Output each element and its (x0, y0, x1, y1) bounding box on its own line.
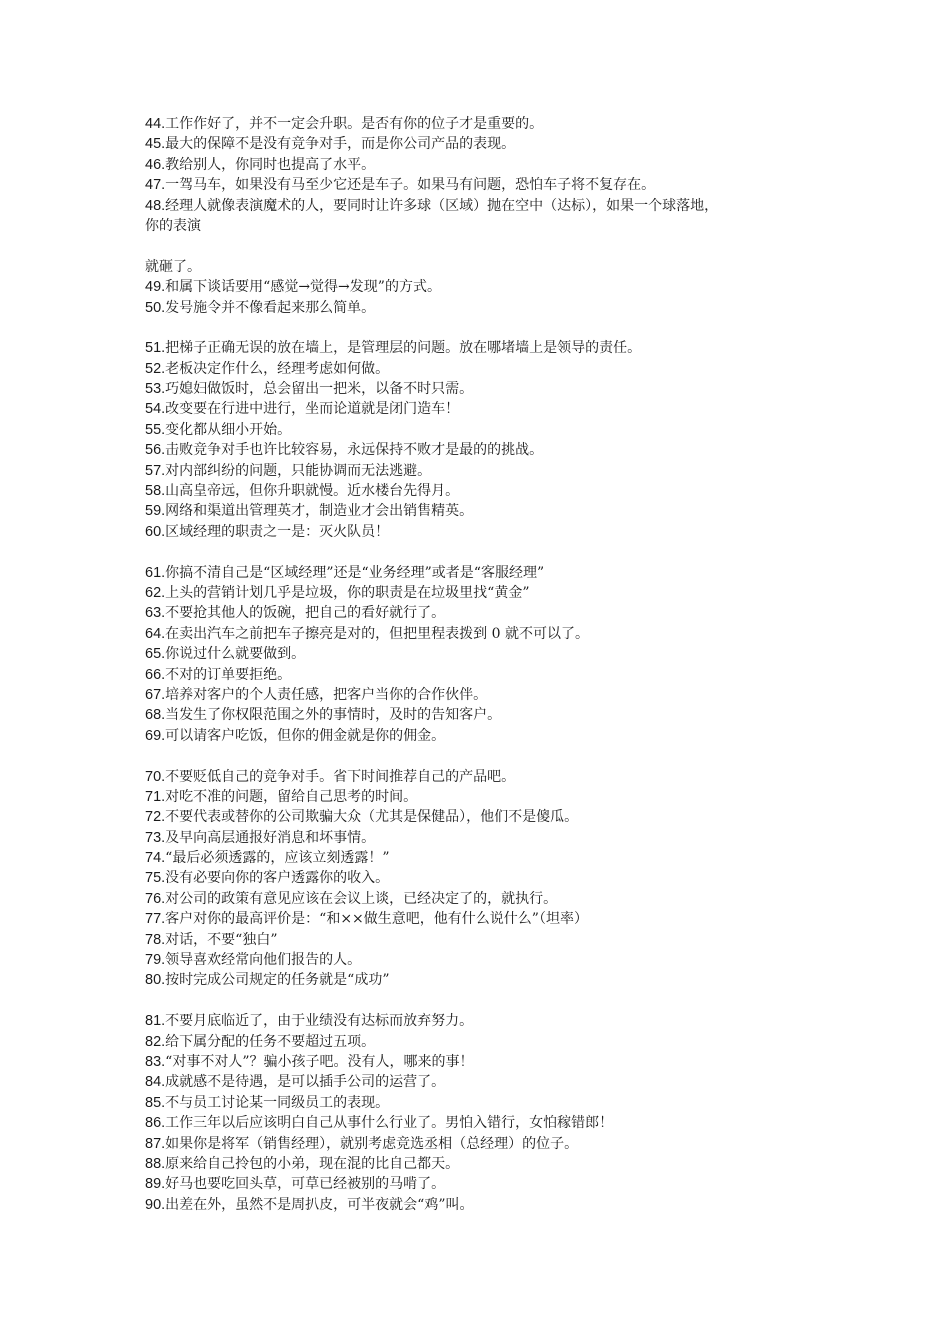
item-number: 49. (145, 279, 166, 296)
item-text: 改变要在行进中进行，坐而论道就是闭门造车！ (165, 401, 460, 418)
item-text: 不要月底临近了，由于业绩没有达标而放弃努力。 (165, 1013, 474, 1030)
item-text: 及早向高层通报好消息和坏事情。 (165, 829, 376, 846)
item-text: 给下属分配的任务不要超过五项。 (165, 1033, 376, 1050)
item-text: 没有必要向你的客户透露你的收入。 (165, 870, 390, 887)
list-item (145, 501, 825, 521)
list-item (145, 868, 825, 888)
list-item (145, 155, 825, 175)
item-number: 84. (145, 1074, 166, 1091)
item-number: 59. (145, 503, 166, 520)
item-text: 经理人就像表演魔术的人，要同时让许多球（区域）抛在空中（达标），如果一个球落地， (165, 197, 719, 214)
item-number: 72. (145, 809, 166, 826)
item-text: “最后必须透露的，应该立刻透露！” (165, 850, 390, 867)
list-item (145, 196, 825, 216)
item-text: 你的表演 (145, 217, 201, 234)
item-text: 发号施令并不像看起来那么简单。 (165, 299, 376, 316)
item-number: 76. (145, 890, 166, 907)
item-number: 85. (145, 1094, 166, 1111)
item-text: 不要抢其他人的饭碗，把自己的看好就行了。 (165, 605, 446, 622)
item-text: 对话，不要“独白” (165, 931, 278, 948)
list-item (145, 828, 825, 848)
item-number: 61. (145, 564, 166, 581)
list-item (145, 685, 825, 705)
item-number: 69. (145, 727, 166, 744)
item-text: 好马也要吃回头草，可草已经被别的马啃了。 (165, 1176, 446, 1193)
list-item (145, 257, 825, 277)
list-item (145, 1174, 825, 1194)
item-text: 和属下谈话要用“感觉→觉得→发现”的方式。 (165, 279, 441, 296)
list-item (145, 603, 825, 623)
item-number: 58. (145, 483, 166, 500)
item-number: 53. (145, 381, 166, 398)
list-item (145, 1093, 825, 1113)
item-number: 74. (145, 850, 166, 867)
item-text: 不对的订单要拒绝。 (165, 666, 292, 683)
item-number: 86. (145, 1115, 166, 1132)
list-item (145, 807, 825, 827)
list-item (145, 379, 825, 399)
list-item (145, 461, 825, 481)
item-text: 可以请客户吃饭，但你的佣金就是你的佣金。 (165, 727, 446, 744)
list-item (145, 481, 825, 501)
list-item (145, 624, 825, 644)
list-item (145, 216, 825, 236)
item-number: 90. (145, 1196, 166, 1213)
item-number: 68. (145, 707, 166, 724)
item-text: 成就感不是待遇，是可以插手公司的运营了。 (165, 1074, 446, 1091)
list-item (145, 705, 825, 725)
item-text: 培养对客户的个人责任感，把客户当你的合作伙伴。 (165, 686, 488, 703)
item-text: 领导喜欢经常向他们报告的人。 (165, 952, 362, 969)
item-text: “对事不对人”？骗小孩子吧。没有人，哪来的事！ (165, 1053, 474, 1070)
text-body (145, 114, 825, 1215)
item-number: 54. (145, 401, 166, 418)
list-item (145, 1154, 825, 1174)
item-text: 对公司的政策有意见应该在会议上谈，已经决定了的，就执行。 (165, 890, 558, 907)
item-text: 把梯子正确无误的放在墙上，是管理层的问题。放在哪堵墙上是领导的责任。 (165, 340, 642, 357)
list-item (145, 420, 825, 440)
item-number: 79. (145, 952, 166, 969)
blank-line (145, 746, 825, 766)
list-item (145, 1032, 825, 1052)
item-text: 击败竞争对手也许比较容易，永远保持不败才是最的的挑战。 (165, 442, 544, 459)
list-item (145, 787, 825, 807)
list-item (145, 114, 825, 134)
item-number: 51. (145, 340, 166, 357)
item-number: 83. (145, 1053, 166, 1070)
item-text: 在卖出汽车之前把车子擦亮是对的，但把里程表拨到 0 就不可以了。 (165, 625, 589, 642)
blank-line (145, 991, 825, 1011)
item-number: 63. (145, 605, 166, 622)
item-number: 70. (145, 768, 166, 785)
list-item (145, 665, 825, 685)
item-number: 87. (145, 1135, 166, 1152)
item-number: 46. (145, 156, 166, 173)
item-text: 不要贬低自己的竞争对手。省下时间推荐自己的产品吧。 (165, 768, 516, 785)
item-number: 75. (145, 870, 166, 887)
list-item (145, 563, 825, 583)
item-number: 52. (145, 360, 166, 377)
item-text: 工作三年以后应该明白自己从事什么行业了。男怕入错行，女怕稼错郎！ (165, 1115, 614, 1132)
list-item (145, 644, 825, 664)
item-text: 变化都从细小开始。 (165, 421, 292, 438)
list-item (145, 338, 825, 358)
item-text: 山高皇帝远，但你升职就慢。近水楼台先得月。 (165, 483, 460, 500)
item-number: 48. (145, 197, 166, 214)
list-item (145, 889, 825, 909)
item-text: 你搞不清自己是“区域经理”还是“业务经理”或者是“客服经理” (165, 564, 545, 581)
list-item (145, 909, 825, 929)
item-number: 71. (145, 788, 166, 805)
item-text: 区域经理的职责之一是：灭火队员！ (165, 523, 390, 540)
list-item (145, 134, 825, 154)
item-text: 客户对你的最高评价是：“和××做生意吧，他有什么说什么”（坦率） (165, 911, 588, 928)
item-text: 一驾马车，如果没有马至少它还是车子。如果马有问题，恐怕车子将不复存在。 (165, 177, 656, 194)
list-item (145, 1072, 825, 1092)
list-item (145, 970, 825, 990)
item-text: 如果你是将军（销售经理），就别考虑竞选丞相（总经理）的位子。 (165, 1135, 579, 1152)
item-text: 老板决定作什么，经理考虑如何做。 (165, 360, 390, 377)
item-number: 77. (145, 911, 166, 928)
list-item (145, 950, 825, 970)
item-number: 45. (145, 136, 166, 153)
item-number: 47. (145, 177, 166, 194)
item-text: 按时完成公司规定的任务就是“成功” (165, 972, 390, 989)
item-number: 60. (145, 523, 166, 540)
list-item (145, 726, 825, 746)
item-text: 网络和渠道出管理英才，制造业才会出销售精英。 (165, 503, 474, 520)
item-text: 当发生了你权限范围之外的事情时，及时的告知客户。 (165, 707, 502, 724)
list-item (145, 1195, 825, 1215)
blank-line (145, 542, 825, 562)
item-number: 55. (145, 421, 166, 438)
list-item (145, 175, 825, 195)
item-number: 44. (145, 116, 166, 132)
list-item (145, 1113, 825, 1133)
list-item (145, 359, 825, 379)
item-text: 上头的营销计划几乎是垃圾，你的职责是在垃圾里找“黄金” (165, 584, 530, 601)
item-text: 对吃不准的问题，留给自己思考的时间。 (165, 788, 418, 805)
item-number: 65. (145, 646, 166, 663)
item-number: 50. (145, 299, 166, 316)
item-number: 78. (145, 931, 166, 948)
item-text: 不要代表或替你的公司欺骗大众（尤其是保健品），他们不是傻瓜。 (165, 809, 579, 826)
item-text: 对内部纠纷的问题，只能协调而无法逃避。 (165, 462, 432, 479)
list-item (145, 1052, 825, 1072)
blank-line (145, 236, 825, 256)
item-text: 工作作好了，并不一定会升职。是否有你的位子才是重要的。 (165, 116, 544, 132)
item-text: 不与员工讨论某一同级员工的表现。 (165, 1094, 390, 1111)
item-number: 88. (145, 1155, 166, 1172)
list-item (145, 277, 825, 297)
item-number: 73. (145, 829, 166, 846)
item-number: 80. (145, 972, 166, 989)
item-text: 最大的保障不是没有竞争对手，而是你公司产品的表现。 (165, 136, 516, 153)
list-item (145, 1134, 825, 1154)
list-item (145, 522, 825, 542)
item-text: 你说过什么就要做到。 (165, 646, 306, 663)
blank-line (145, 318, 825, 338)
item-number: 89. (145, 1176, 166, 1193)
list-item (145, 583, 825, 603)
list-item (145, 1011, 825, 1031)
list-item (145, 440, 825, 460)
item-text: 教给别人，你同时也提高了水平。 (165, 156, 376, 173)
item-number: 56. (145, 442, 166, 459)
item-text: 就砸了。 (145, 258, 201, 275)
list-item (145, 399, 825, 419)
item-number: 67. (145, 686, 166, 703)
list-item (145, 930, 825, 950)
list-item (145, 848, 825, 868)
list-item (145, 767, 825, 787)
item-number: 57. (145, 462, 166, 479)
item-number: 64. (145, 625, 166, 642)
item-number: 81. (145, 1013, 166, 1030)
item-text: 出差在外，虽然不是周扒皮，可半夜就会“鸡”叫。 (165, 1196, 474, 1213)
item-text: 原来给自己拎包的小弟，现在混的比自己都天。 (165, 1155, 460, 1172)
list-item (145, 298, 825, 318)
item-number: 62. (145, 584, 166, 601)
item-number: 82. (145, 1033, 166, 1050)
item-number: 66. (145, 666, 166, 683)
item-text: 巧媳妇做饭时，总会留出一把米，以备不时只需。 (165, 381, 474, 398)
